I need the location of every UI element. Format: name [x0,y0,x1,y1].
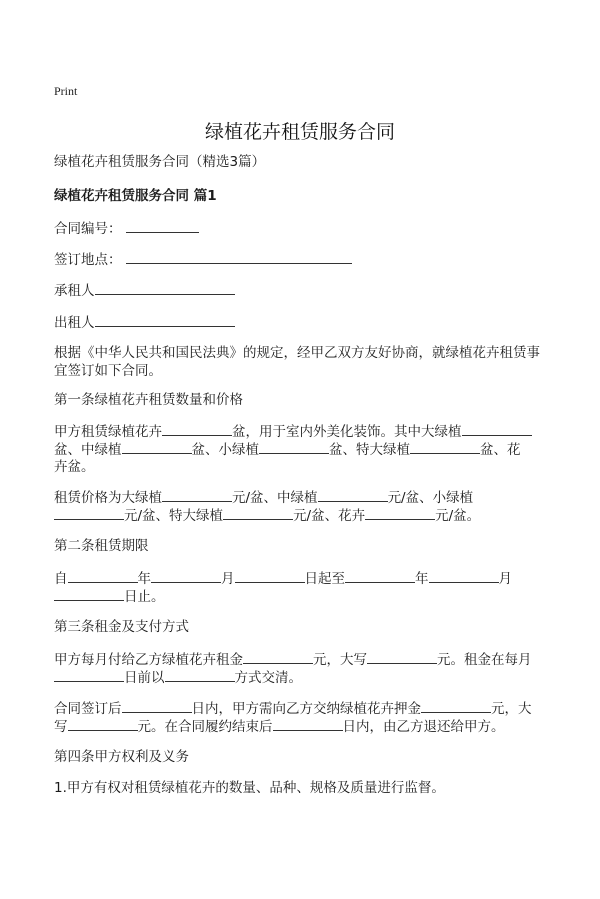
blank [410,440,480,454]
blank [122,440,192,454]
intro-line-2: 宜签订如下合同。 [54,363,162,379]
lessor-field [54,313,235,332]
text: 盆、小绿植 [191,442,259,458]
text: 年 [137,571,151,587]
blank [54,587,124,601]
article3-p1-line2 [54,668,302,687]
lessee-blank [95,281,235,295]
text: 元。在合同履约结束后 [137,719,273,735]
blank [273,717,343,731]
sign-place-label: 签订地点： [54,252,122,268]
text: 方式交清。 [234,670,302,686]
text: 年 [415,571,429,587]
article3-p2-line2 [54,717,505,736]
text: 元/盆、小绿植 [387,490,474,506]
text: 元，大写 [313,652,367,668]
section-heading: 绿植花卉租赁服务合同 篇1 [54,188,217,204]
blank [165,668,235,682]
article1-heading: 第一条绿植花卉租赁数量和价格 [54,392,243,408]
blank [223,506,293,520]
article1-p2-line2 [54,506,480,525]
document-title: 绿植花卉租赁服务合同 [204,121,395,143]
blank [122,699,192,713]
sign-place-blank [126,250,352,264]
text: 元。租金在每月 [437,652,532,668]
blank [365,506,435,520]
blank [429,569,499,583]
text: 盆、花 [480,442,521,458]
contract-no-field [54,219,199,238]
contract-no-blank [126,219,199,233]
text: 元/盆、花卉 [293,508,366,524]
article2-p1-line2 [54,587,165,606]
intro-line-1: 根据《中华人民共和国民法典》的规定，经甲乙双方友好协商，就绿植花卉租赁事 [54,345,540,361]
blank [345,569,415,583]
article4-item-1: 1.甲方有权对租赁绿植花卉的数量、品种、规格及质量进行监督。 [54,780,445,796]
text: 合同签订后 [54,701,122,717]
article2-heading: 第二条租赁期限 [54,538,149,554]
text: 日内，由乙方退还给甲方。 [342,719,505,735]
article1-p1-line3: 卉盆。 [54,459,95,475]
lessor-label: 出租人 [54,315,95,331]
article3-p2-line1 [54,699,532,718]
blank [462,422,532,436]
article3-heading: 第三条租金及支付方式 [54,619,189,635]
text: 元/盆、中绿植 [232,490,318,506]
text: 元/盆。 [435,508,481,524]
text: 日前以 [124,670,165,686]
text: 月 [498,571,512,587]
lessee-field [54,281,235,300]
text: 租赁价格为大绿植 [54,490,162,506]
blank [54,506,124,520]
sign-place-field [54,250,352,269]
text: 自 [54,571,68,587]
text: 甲方每月付给乙方绿植花卉租金 [54,652,243,668]
article1-p1-line1 [54,422,532,441]
blank [318,488,388,502]
blank [259,440,329,454]
text: 盆，用于室内外美化装饰。其中大绿植 [232,424,462,440]
article1-p1-line2 [54,440,521,459]
blank [367,650,437,664]
article1-p2-line1 [54,488,473,507]
blank [162,488,232,502]
text: 甲方租赁绿植花卉 [54,424,162,440]
print-label: Print [54,84,78,98]
article2-p1-line1 [54,569,512,588]
text: 月 [221,571,235,587]
text: 盆、特大绿植 [329,442,410,458]
blank [421,699,491,713]
blank [68,717,138,731]
lessee-label: 承租人 [54,283,95,299]
blank [243,650,313,664]
text: 日止。 [124,589,165,605]
blank [162,422,232,436]
text: 写 [54,719,68,735]
text: 元/盆、特大绿植 [124,508,224,524]
blank [68,569,138,583]
article3-p1-line1 [54,650,532,669]
article4-heading: 第四条甲方权利及义务 [54,749,189,765]
contract-no-label: 合同编号： [54,221,122,237]
text: 盆、中绿植 [54,442,122,458]
text: 日起至 [304,571,345,587]
text: 元，大 [491,701,532,717]
text: 日内，甲方需向乙方交纳绿植花卉押金 [191,701,421,717]
lessor-blank [95,313,235,327]
blank [54,668,124,682]
blank [151,569,221,583]
blank [235,569,305,583]
document-subtitle: 绿植花卉租赁服务合同（精选3篇） [54,154,266,170]
